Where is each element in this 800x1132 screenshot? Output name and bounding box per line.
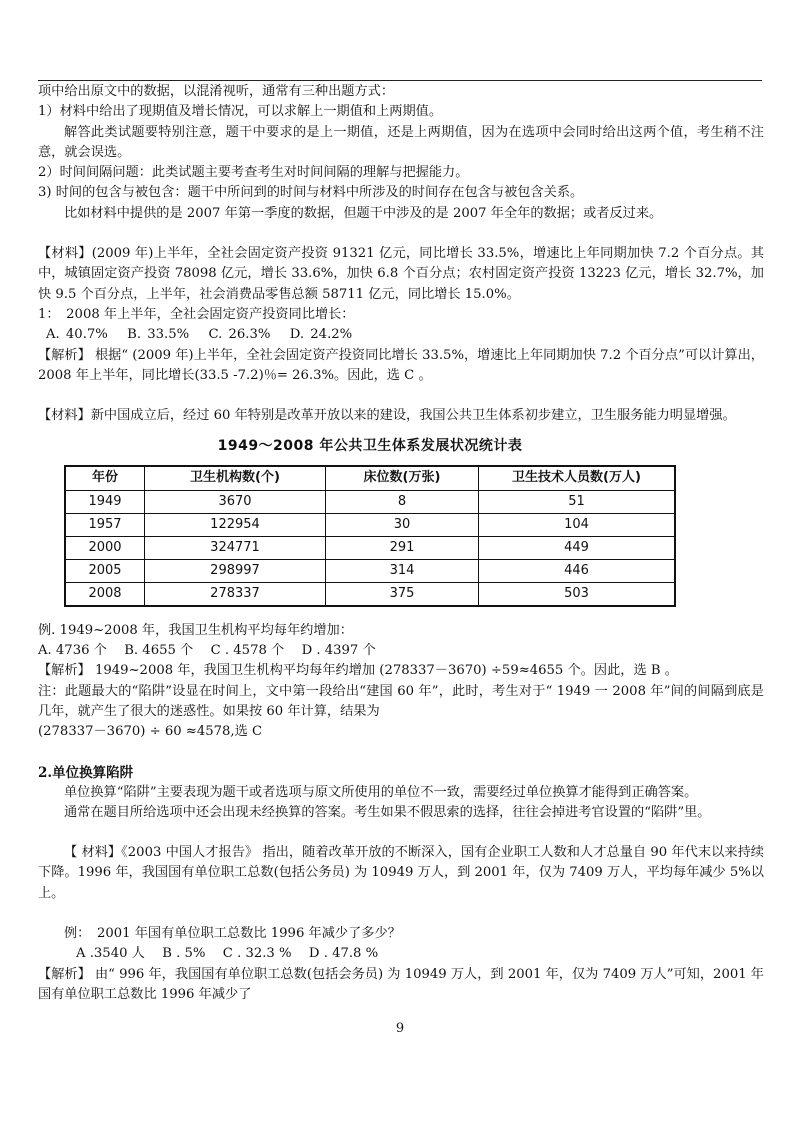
- section-heading: 2.单位换算陷阱: [38, 764, 134, 781]
- table-cell: 122954: [145, 513, 326, 536]
- table-row: [65, 559, 675, 582]
- table-header-cell: 床位数(万张): [326, 466, 479, 491]
- table-cell: 449: [479, 536, 676, 559]
- stats-table: [64, 465, 676, 607]
- table-header-row: [65, 466, 675, 491]
- table-cell: 291: [326, 536, 479, 559]
- section-paragraph-2: 通常在题目所给选项中还会出现未经换算的答案。考生如果不假思索的选择，往往会掉进考官设置的“陷阱”里。: [64, 804, 711, 820]
- material-2-note: 注：此题最大的“陷阱”设显在时间上，文中第一段给出“建国 60 年”，此时，考生对于“ 1949 一 2008 年”间的间隔到底是几年，就产生了很大的迷惑性。如果按 60 年计算，结果为: [38, 683, 764, 719]
- table-cell: 1957: [65, 513, 145, 536]
- table-row: [65, 513, 675, 536]
- stats-table-figure: [64, 436, 676, 606]
- table-cell: 1949: [65, 490, 145, 513]
- material-2-analysis: 【解析】 1949~2008 年，我国卫生机构平均每年约增加 (278337－3670) ÷59≈4655 个。因此，选 B 。: [38, 663, 678, 679]
- material-1-question: 1： 2008 年上半年，全社会固定资产投资同比增长：: [38, 306, 355, 322]
- table-cell: 278337: [145, 582, 326, 606]
- table-cell: 324771: [145, 536, 326, 559]
- table-cell: 2000: [65, 536, 145, 559]
- spacer: [38, 224, 764, 244]
- material-3-options: A .3540 人 B . 5% C . 32.3 % D . 47.8 %: [76, 946, 379, 962]
- table-cell: 2005: [65, 559, 145, 582]
- table-cell: 446: [479, 559, 676, 582]
- table-cell: 298997: [145, 559, 326, 582]
- spacer: [38, 386, 764, 406]
- intro-line-5: 3) 时间的包含与被包含：题干中所问到的时间与材料中所涉及的时间存在包含与被包含关系。: [38, 185, 584, 201]
- page-number: 9: [395, 1021, 405, 1036]
- spacer: [38, 743, 764, 763]
- table-cell: 30: [326, 513, 479, 536]
- table-cell: 503: [479, 582, 676, 606]
- document-body: [38, 82, 764, 1005]
- intro-line-1: 项中给出原文中的数据，以混淆视听，通常有三种出题方式：: [38, 84, 395, 99]
- table-row: [65, 490, 675, 513]
- material-2-text: 【材料】新中国成立后，经过 60 年特别是改革开放以来的建设，我国公共卫生体系初步建立，卫生服务能力明显增强。: [38, 408, 736, 424]
- material-2-options: A. 4736 个 B. 4655 个 C . 4578 个 D . 4397 个: [38, 643, 376, 659]
- table-row: [65, 536, 675, 559]
- table-cell: 8: [326, 490, 479, 513]
- table-cell: 51: [479, 490, 676, 513]
- material-2-formula: (278337－3670) ÷ 60 ≈4578,选 C: [38, 724, 263, 740]
- spacer: [38, 904, 764, 924]
- table-row: [65, 582, 675, 606]
- table-header-cell: 卫生技术人员数(万人): [479, 466, 676, 491]
- material-1-analysis: 【解析】 根据“ (2009 年)上半年，全社会固定资产投资同比增长 33.5%，增速比上年同期加快 7.2 个百分点”可以计算出， 2008 年上半年，同比增长(33.5 -7.2)％= 26.3%。因此，选 C 。: [38, 347, 764, 383]
- material-3-question: 例： 2001 年国有单位职工总数比 1996 年减少了多少？: [64, 926, 401, 942]
- intro-line-6: 比如材料中提供的是 2007 年第一季度的数据，但题干中涉及的是 2007 年全年的数据；或者反过来。: [64, 205, 663, 221]
- material-1-options: A. 40.7% B. 33.5% C. 26.3% D. 24.2%: [46, 327, 353, 343]
- table-cell: 314: [326, 559, 479, 582]
- table-cell: 375: [326, 582, 479, 606]
- table-cell: 2008: [65, 582, 145, 606]
- table-header-cell: 卫生机构数(个): [145, 466, 326, 491]
- table-cell: 104: [479, 513, 676, 536]
- table-title: 1949～2008 年公共卫生体系发展状况统计表: [217, 438, 523, 455]
- spacer: [38, 823, 764, 843]
- material-2-question: 例. 1949~2008 年，我国卫生机构平均每年约增加：: [38, 622, 353, 638]
- table-header-cell: 年份: [65, 466, 145, 491]
- header-rule: [38, 80, 762, 81]
- material-1-text: 【材料】(2009 年)上半年，全社会固定资产投资 91321 亿元，同比增长 33.5%，增速比上年同期加快 7.2 个百分点。其中，城镇固定资产投资 78098 亿元，增长 33.6%，加快 6.8 个百分点；农村固定资产投资 13223 亿元，增长 32.7%，加快 9.5 个百分点，上半年，社会消费品零售总额 58711 亿元，同比增长 15.0%。: [38, 246, 764, 302]
- intro-line-3: 解答此类试题要特别注意，题干中要求的是上一期值，还是上两期值，因为在选项中会同时给出这两个值，考生稍不注意，就会误选。: [38, 124, 764, 160]
- intro-line-2: 1）材料中给出了现期值及增长情况，可以求解上一期值和上两期值。: [38, 104, 443, 120]
- table-cell: 3670: [145, 490, 326, 513]
- intro-line-4: 2）时间间隔问题：此类试题主要考查考生对时间间隔的理解与把握能力。: [38, 165, 469, 181]
- material-3-text: 【 材料】《2003 中国人才报告》 指出，随着改革开放的不断深入，国有企业职工人数和人才总量自 90 年代末以来持续下降。1996 年，我国国有单位职工总数(包括公务员) 为 10949 万人，到 2001 年，仅为 7409 万人，平均每年减少 5%以上。: [38, 845, 764, 901]
- section-paragraph-1: 单位换算“陷阱”主要表现为题干或者选项与原文所使用的单位不一致，需要经过单位换算才能得到正确答案。: [64, 784, 698, 800]
- material-3-analysis: 【解析】 由“ 996 年，我国国有单位职工总数(包括会务员) 为 10949 万人，到 2001 年，仅为 7409 万人”可知，2001 年国有单位职工总数比 1996 年减少了: [38, 966, 764, 1002]
